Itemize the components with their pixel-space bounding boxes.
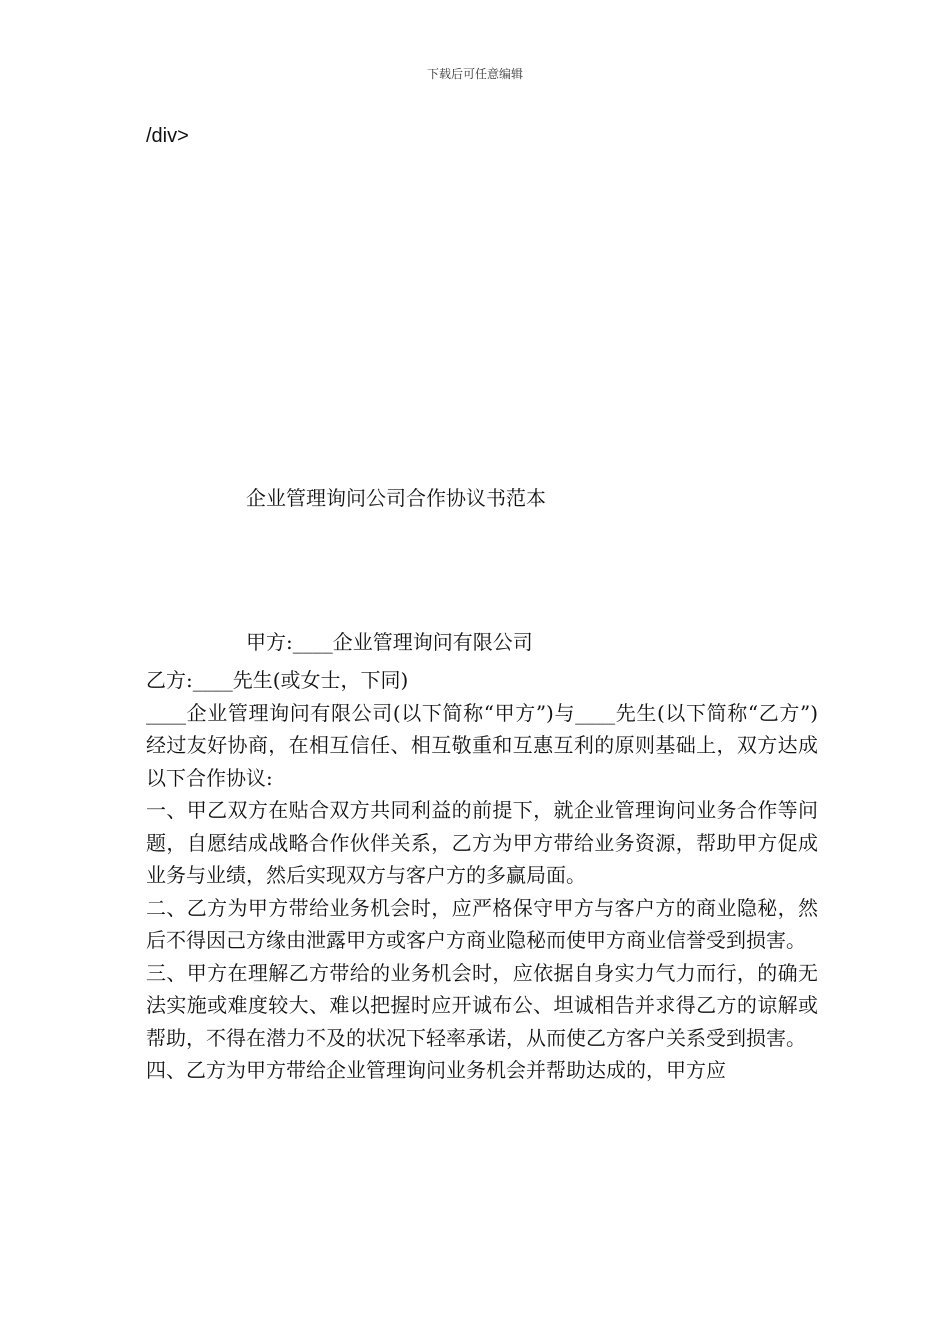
- document-title: 企业管理询问公司合作协议书范本: [246, 486, 546, 510]
- clause-3-paragraph: 三、甲方在理解乙方带给的业务机会时，应依据自身实力气力而行，的确无法实施或难度较大、难以把握时应开诚布公、坦诚相告并求得乙方的谅解或帮助，不得在潜力不及的状况下轻率承诺，从而使乙方客户关系受到损害。: [146, 960, 818, 1050]
- clause-2-paragraph: 二、乙方为甲方带给业务机会时，应严格保守甲方与客户方的商业隐秘，然后不得因己方缘由泄露甲方或客户方商业隐秘而使甲方商业信誉受到损害。: [146, 895, 818, 952]
- party-b-line: 乙方:____先生(或女士，下同): [146, 668, 409, 692]
- header-note: 下载后可任意编辑: [426, 67, 523, 81]
- preamble-paragraph: ____企业管理询问有限公司(以下简称“甲方”)与____先生(以下简称“乙方”)经过友好协商，在相互信任、相互敬重和互惠互利的原则基础上，双方达成以下合作协议:: [146, 700, 818, 790]
- document-body: [146, 664, 818, 1087]
- stray-markup-fragment: /div>: [146, 125, 189, 147]
- party-a-line: 甲方:____企业管理询问有限公司: [246, 630, 533, 654]
- clause-4-paragraph: 四、乙方为甲方带给企业管理询问业务机会并帮助达成的，甲方应: [146, 1058, 726, 1082]
- clause-1-paragraph: 一、甲乙双方在贴合双方共同利益的前提下，就企业管理询问业务合作等问题，自愿结成战略合作伙伴关系，乙方为甲方带给业务资源，帮助甲方促成业务与业绩，然后实现双方与客户方的多赢局面。: [146, 798, 818, 887]
